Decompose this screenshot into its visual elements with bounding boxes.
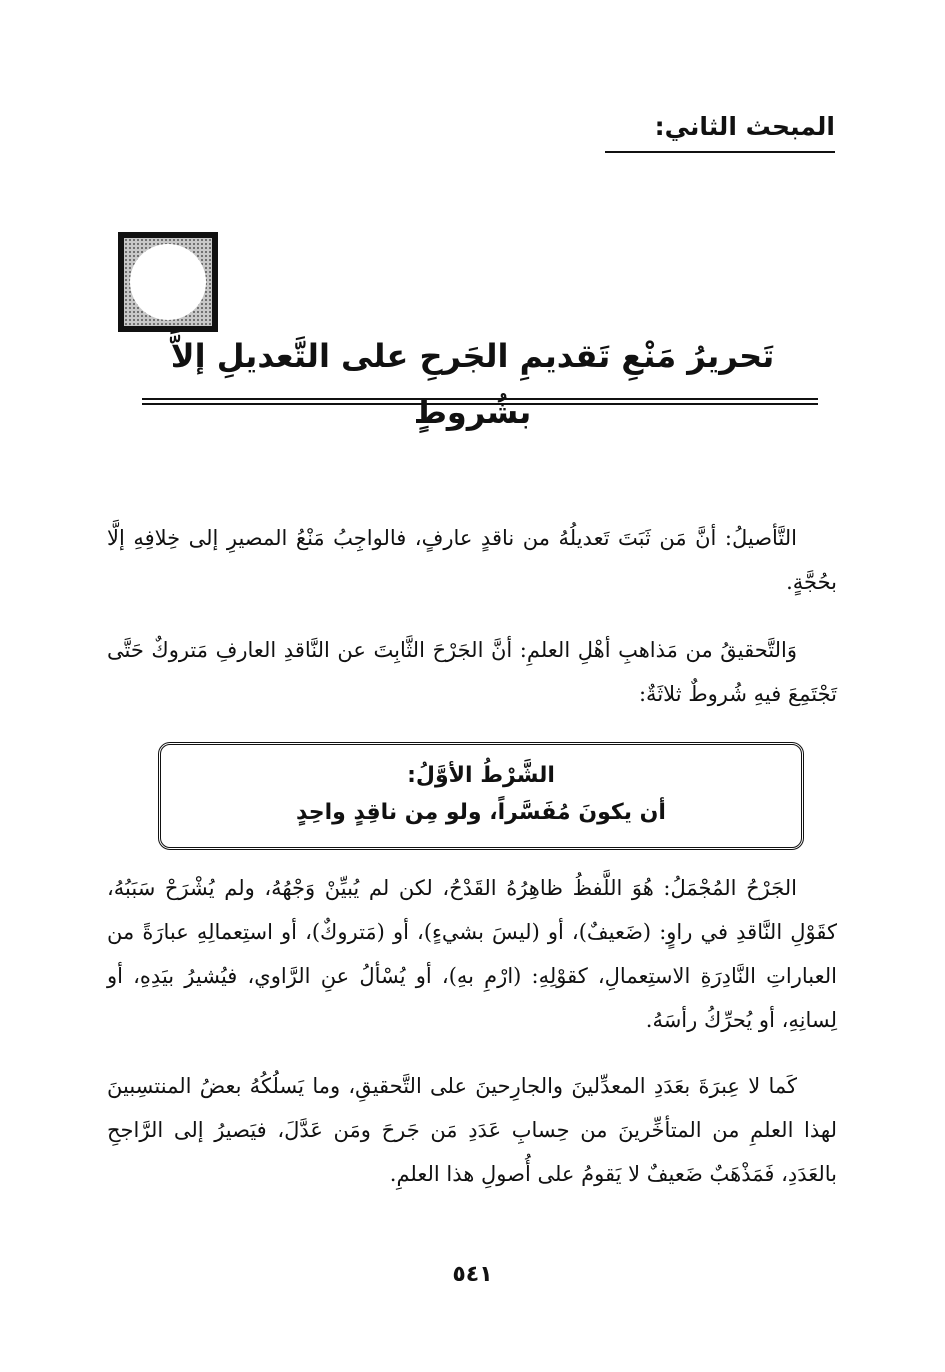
- paragraph-tahqiq: وَالتَّحقيقُ من مَذاهبِ أهْلِ العلمِ: أنَّ الجَرْحَ الثَّابِتَ عن النَّاقدِ العارفِ مَتروكٌ حَتَّى تَجْتَمِعَ فيهِ شُروطٌ ثلاثَةٌ:: [107, 638, 837, 706]
- condition-statement: أن يكونَ مُفَسَّراً، ولو مِن ناقِدٍ واحِدٍ: [296, 800, 666, 825]
- ornament-circle: [130, 244, 206, 320]
- paragraph-jarh-mujmal: الجَرْحُ المُجْمَلُ: هُوَ اللَّفظُ ظاهِرُهُ القَدْحُ، لكن لم يُبيِّنْ وَجْهُهُ، ولم يُشْرَحْ سَبَبُهُ، كقَوْلِ النَّاقدِ في راوٍ: (ضَعيفٌ)، أو (ليسَ بشيءٍ)، أو (مَتروكٌ)، أو استِعمالِهِ عبارَةً من العباراتِ النَّادِرَةِ الاستِعمالِ، كقوْلِهِ: (ارْمِ بهِ)، أو يُسْألُ عنِ الرَّاوي، فيُشيرُ بيَدِهِ، أو لِسانِهِ، أو يُحرِّكُ رأسَهُ.: [107, 876, 837, 1032]
- condition-heading: الشَّرْطُ الأوَّلُ:: [407, 763, 555, 788]
- chapter-title: تَحريرُ مَنْعِ تَقديمِ الجَرحِ على التَّعديلِ إلاَّ بشُروطٍ: [170, 337, 775, 431]
- paragraph-adad: كَما لا عِبرَةَ بعَدَدِ المعدِّلينَ والجارِحينَ على التَّحقيقِ، وما يَسلُكُهُ بعضُ المنتسِبينَ لهذا العلمِ من المتأخِّرينَ من حِسابِ عَدَدِ مَن جَرحَ ومَن عَدَّلَ، فيَصيرُ إلى الرَّاجحِ بالعَدَدِ، فَمَذْهَبٌ ضَعيفٌ لا يَقومُ على أُصولِ هذا العلمِ.: [107, 1074, 837, 1186]
- paragraph-tasil: التَّأصيلُ: أنَّ مَن ثَبَتَ تَعديلُهُ من ناقدٍ عارفٍ، فالواجِبُ مَنْعُ المصيرِ إلى خِلافِهِ إلَّا بحُجَّةٍ.: [107, 526, 837, 594]
- page-number: ٥٤١: [452, 1262, 493, 1287]
- section-label: المبحث الثاني:: [605, 112, 835, 153]
- condition-box: [158, 742, 804, 850]
- chapter-ornament: [118, 232, 218, 332]
- title-underline: [142, 398, 818, 405]
